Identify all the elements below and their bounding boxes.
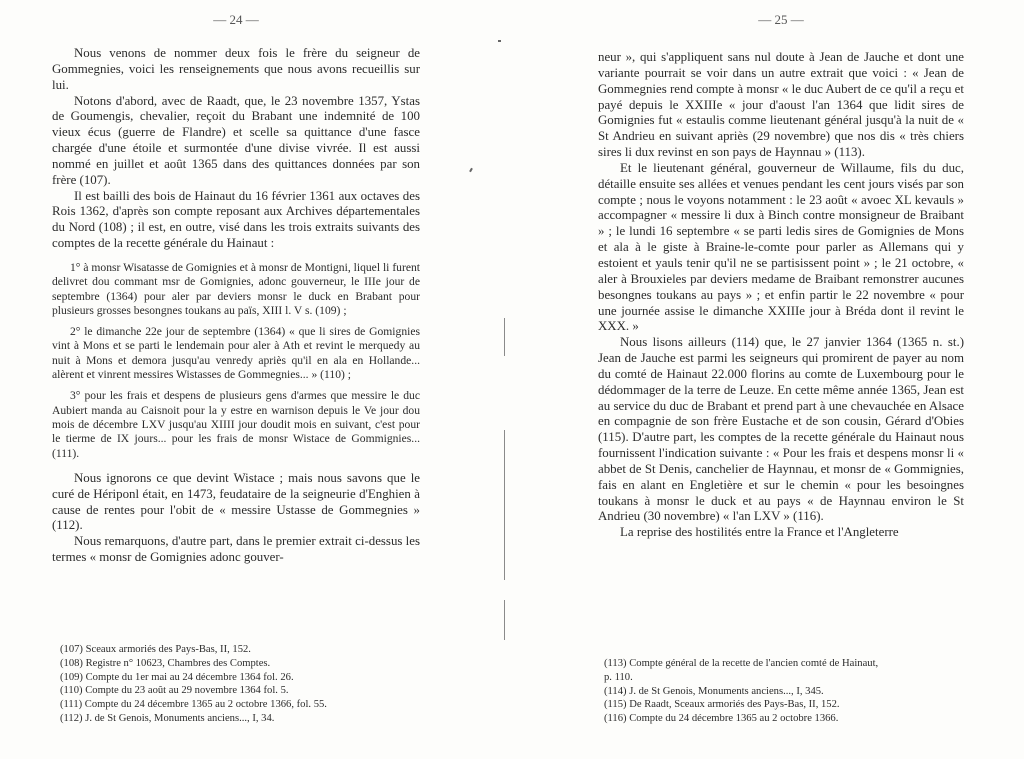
paragraph: Nous lisons ailleurs (114) que, le 27 janvier 1364 (1365 n. st.) Jean de Jauche est parmi les seigneurs qui promirent de payer au nom du comté de Hainaut 22.000 florins au comte de Luxembourg pour le dédommager de la terre de Leuze. En cette même année 1365, Jean est au service du duc de Brabant et prend part à une chevauchée en Alsace en compagnie de son frère Eustache et de son cousin, Gérard d'Obies (115). D'autre part, les comptes de la recette générale du Hainaut nous fournissent l'indication suivante : « Pour les frais et despens monsr li « abbet de St Denis, canchelier de Haynnau, et monsr de « Gommignies, fais en alant en Engletière et sur le chemin « pour les besoingnes toukans à monsr le duck et au pays « de Haynnau environ le St Andrieu (30 novembre) « l'an LXV » (116). [598,335,964,524]
footnote: (111) Compte du 24 décembre 1365 au 2 octobre 1366, fol. 55. [60,699,327,711]
right-page [598,0,964,759]
paragraph: Nous venons de nommer deux fois le frère du seigneur de Gommegnies, voici les renseignements que nous avons recueillis sur lui. [52,46,420,92]
footnote: p. 110. [604,671,633,683]
paragraph: Nous remarquons, d'autre part, dans le premier extrait ci-dessus les termes « monsr de Gomignies adonc gouver- [52,534,420,565]
quote-extract: 3° pour les frais et despens de plusieurs gens d'armes que messire le duc Aubiert manda au Caisnoit pour la y estre en warnison depuis le Ve jour dou mois de décembre LXV jusqu'au XIIII jour doudit mois en suivant, c'est pour le tierme de IX jours... pour les frais de monsr Wistace de Gommignies... (111). [52,389,420,460]
footnote: (113) Compte général de la recette de l'ancien comté de Hainaut, [604,658,879,669]
right-footnotes [604,657,964,726]
left-page-body [52,46,420,566]
paragraph: Il est bailli des bois de Hainaut du 16 février 1361 aux octaves des Rois 1362, d'après son compte reposant aux Archives départementales du Nord (108) ; il est, en outre, visé dans les trois extraits suivants des comptes de la recette générale du Hainaut : [52,188,420,251]
footnote: (108) Registre n° 10623, Chambres des Comptes. [60,657,271,669]
footnote: (116) Compte du 24 décembre 1365 au 2 octobre 1366. [604,713,839,725]
left-footnotes [60,643,420,726]
scan-speck [469,168,473,172]
page-fold [504,300,506,680]
scan-speck [498,40,501,42]
paragraph: Notons d'abord, avec de Raadt, que, le 23 novembre 1357, Ystas de Goumengis, chevalier, reçoit du Brabant une indemnité de 100 vieux écus (guerre de Flandre) et scelle sa quittance d'une fasce chargée d'une étoile et surmontée d'une divise vivrée. Il est aussi nommé en juillet et août 1365 dans des quittances données par son frère (107). [52,93,420,187]
footnote: (114) J. de St Genois, Monuments anciens..., I, 345. [604,685,824,697]
paragraph: neur », qui s'appliquent sans nul doute à Jean de Jauche et dont une variante pourrait se voir dans un autre extrait que voici : « Jean de Gommegnies rend compte à monsr « le duc Aubert de ce qu'il a reçu et payé depuis le XXIIIe « jour d'aoust l'an 1364 que lidit sires de Gomignies fut « estaulis comme lieutenant général jusqu'à la nuit de « St Andrieu en suivant apriès (29 novembre) que nos dis « très chiers sires li dux revinst en son pays de Haynnau » (113). [598,50,964,160]
page-number-25: — 25 — [758,12,804,27]
footnote: (115) De Raadt, Sceaux armoriés des Pays-Bas, II, 152. [604,699,840,711]
quote-extract: 2° le dimanche 22e jour de septembre (1364) « que li sires de Gomignies vint à Mons et se parti le lendemain pour aler à Ath et revint le merquedy au nuit à Mons et demora jusqu'au venredy apriès qu'il en ala en Hollande... alèrent et vinrent messires Wistasses de Gommegnies... » (110) ; [52,325,420,382]
quoted-extracts [52,261,420,461]
right-page-body [598,50,964,541]
left-page [52,0,420,759]
footnote: (109) Compte du 1er mai au 24 décembre 1364 fol. 26. [60,671,294,683]
footnote: (112) J. de St Genois, Monuments anciens..., I, 34. [60,712,275,724]
footnote: (110) Compte du 23 août au 29 novembre 1364 fol. 5. [60,685,289,697]
fold-line-segment [504,600,505,640]
paragraph: Et le lieutenant général, gouverneur de Willaume, fils du duc, détaille ensuite ses allées et venues pendant les cent jours visés par son compte ; nous le voyons notamment : le 23 août « avoec XL kevauls » accompagner « messire li dux à Binch contre monsigneur de Braibant » ; le lundi 16 septembre « se parti ledis sires de Gomignies de Mons et ala à le giste à Braine-le-comte pour parler as Allemans qui y estoient et yauls tenir qu'il ne se partisissent point » ; le 21 octobre, « aler à Brouxieles par deviers medame de Braibant remonstrer aucunes besongnes toukans au pays » ; et enfin partir le 22 novembre « pour une journée assise le dimanche XXIIIe jour à Bréda dont il revint le XXX. » [598,160,964,334]
footnote: (107) Sceaux armoriés des Pays-Bas, II, 152. [60,644,251,655]
fold-line-segment [504,318,505,356]
page-number-24: — 24 — [213,12,259,27]
quote-extract: 1° à monsr Wisatasse de Gomignies et à monsr de Montigni, liquel li furent delivret dou commant msr de Gomignies, adonc gouverneur, le IIIe jour de septembre (1364) pour aler par deviers monsr le duck en Brabant pour plusieurs grosses besongnes toukans au païs, XIII l. V s. (109) ; [52,260,420,317]
paragraph: Nous ignorons ce que devint Wistace ; mais nous savons que le curé de Hériponl était, en 1473, feudataire de la seigneurie d'Enghien à cause de rentes pour l'obit de « messire Ustasse de Gommegnies » (112). [52,470,420,533]
fold-line-segment [504,430,505,580]
paragraph: La reprise des hostilités entre la France et l'Angleterre [620,525,899,540]
